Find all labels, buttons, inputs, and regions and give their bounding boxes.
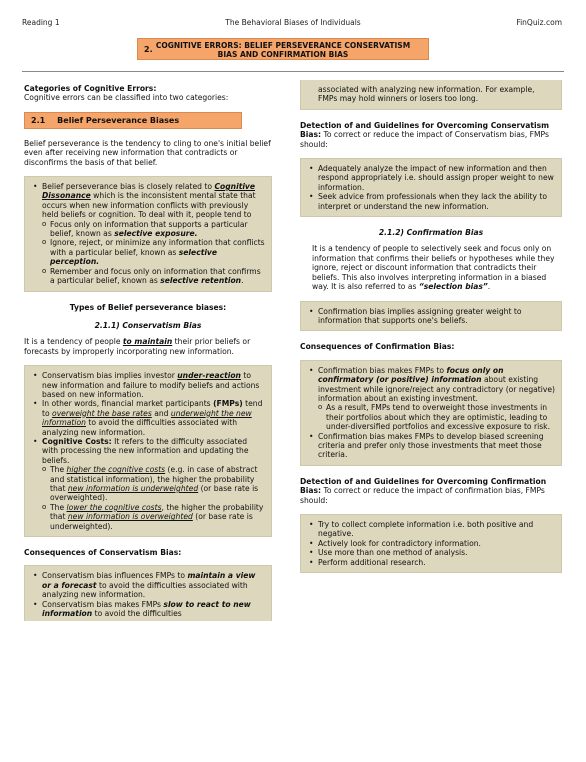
belief-perseverance-definition: Belief perseverance is the tendency to cling to one's initial belief even after receiving new information that contradicts or disconfirms the basis of that belief. [24, 138, 271, 167]
subsection-belief-perseverance [24, 112, 242, 129]
left-column [24, 76, 272, 632]
categories-text: Cognitive errors can be classified into two categories: [24, 93, 229, 103]
confirmation-guidelines-box [300, 514, 562, 573]
conservatism-detection-heading: Detection of and Guidelines for Overcoming Conservatism Bias: [300, 120, 550, 140]
subsection-title: Belief Perseverance Biases [57, 115, 180, 125]
header-divider [22, 71, 564, 72]
list-item: o Focus only on information that supports a particular belief, known as selective exposure. [42, 220, 265, 239]
list-item: o Remember and focus only on information that confirms a particular belief, known as selective retention. [42, 267, 265, 286]
section-banner [137, 38, 429, 60]
confirmation-detection-block [300, 477, 562, 505]
list-item: • Adequately analyze the impact of new information and then respond appropriately i.e. should assign proper weight to new information. [309, 164, 555, 192]
list-item: • Confirmation bias makes FMPs to focus only on confirmatory (or positive) information about existing investment while ignore/reject any contradictory (or negative) information about an existing investment. o As a result, FMPs tend to overweight those investments in their portfolios about which they are optimistic, leading to under-diversified portfolios and excessive exposure to risk. [309, 366, 555, 432]
right-column [300, 80, 562, 584]
list-item: • Seek advice from professionals when they lack the ability to interpret or understand the new information. [309, 192, 555, 211]
conservatism-detection-text: To correct or reduce the impact of Conservatism bias, FMPs should: [300, 130, 549, 149]
list-item: • Actively look for contradictory information. [309, 539, 555, 548]
conservatism-detection-block [300, 121, 562, 149]
belief-perseverance-box [24, 176, 272, 291]
list-item: • Try to collect complete information i.e. both positive and negative. [309, 520, 555, 539]
conservatism-consequences-heading: Consequences of Conservatism Bias: [24, 548, 182, 558]
confirmation-title: 2.1.2) Confirmation Bias [378, 228, 484, 238]
conservatism-box [24, 365, 272, 537]
section-number: 2. [144, 45, 153, 54]
types-heading: Types of Belief perseverance biases: [69, 302, 227, 312]
conservatism-consequences-box-continued: associated with analyzing new information. For example, FMPs may hold winners or losers too long. [300, 80, 562, 110]
list-item: o Ignore, reject, or minimize any information that conflicts with a particular belief, known as selective perception. [42, 238, 265, 266]
list-item: • In other words, financial market participants (FMPs) tend to overweight the base rates and underweight the new information to avoid the difficulties associated with analyzing new information. [33, 399, 265, 437]
conservatism-guidelines-box [300, 158, 562, 217]
categories-heading: Categories of Cognitive Errors: [24, 84, 157, 93]
conservatism-definition: It is a tendency of people to maintain their prior beliefs or forecasts by improperly incorporating new information. [24, 337, 251, 356]
confirmation-definition: It is a tendency of people to selectively seek and focus only on information that confirms their beliefs or hypotheses while they ignore, reject or discount information that contradicts their beliefs. This also involves interpreting information in a biased way. It is also referred to as “selection bias”. [312, 244, 555, 292]
confirmation-consequences-heading: Consequences of Confirmation Bias: [300, 342, 455, 352]
list-item: o The higher the cognitive costs (e.g. in case of abstract and statistical information), the higher the probability that new information is underweighted (or base rate is overweighted). [42, 465, 265, 503]
section-title-line2: BIAS AND CONFIRMATION BIAS [217, 50, 349, 59]
confirmation-detection-heading: Detection of and Guidelines for Overcoming Confirmation Bias: [300, 476, 547, 496]
list-item: o The lower the cognitive costs, the higher the probability that new information is overweighted (or base rate is underweighted). [42, 503, 265, 531]
header-site: FinQuiz.com [516, 18, 562, 27]
conservatism-consequences-box [24, 565, 272, 621]
list-item: • Perform additional research. [309, 558, 555, 567]
list-item: • Conservatism bias influences FMPs to maintain a view or a forecast to avoid the difficulties associated with analyzing new information. [33, 571, 265, 599]
list-item: • Conservatism bias implies investor under-reaction to new information and failure to modify beliefs and actions based on new information. [33, 371, 265, 399]
confirmation-detection-text: To correct or reduce the impact of confirmation bias, FMPs should: [300, 486, 545, 505]
list-item: • Belief perseverance bias is closely related to Cognitive Dissonance which is the inconsistent mental state that occurs when new information conflicts with previously held beliefs or cognition. To deal with it, people tend to o Focus only on information that supports a particular belief, known as selective exposure. o Ignore, reject, or minimize any information that conflicts with a particular belief, known as selective perception. o Remember and focus only on information that confirms a particular belief, known as selective retention. [33, 182, 265, 285]
confirmation-box [300, 301, 562, 332]
list-item: • Confirmation bias implies assigning greater weight to information that supports one's beliefs. [309, 307, 555, 326]
list-item: o As a result, FMPs tend to overweight those investments in their portfolios about which they are optimistic, leading to under-diversified portfolios and excessive exposure to risk. [318, 403, 555, 431]
list-item: • Cognitive Costs: It refers to the difficulty associated with processing the new information and updating the beliefs. o The higher the cognitive costs (e.g. in case of abstract and statistical information), the higher the probability that new information is underweighted (or base rate is overweighted). o The lower the cognitive costs, the higher the probability that new information is overweighted (or base rate is underweighted). [33, 437, 265, 531]
subsection-number: 2.1 [31, 115, 46, 125]
section-title-line1: COGNITIVE ERRORS: BELIEF PERSEVERANCE CONSERVATISM [155, 41, 411, 50]
header-title: The Behavioral Biases of Individuals [225, 18, 361, 27]
list-item: • Use more than one method of analysis. [309, 548, 555, 557]
header-reading: Reading 1 [22, 18, 60, 27]
list-item: • Conservatism bias makes FMPs slow to react to new information to avoid the difficulties [33, 600, 265, 619]
confirmation-consequences-box [300, 360, 562, 466]
conservatism-title: 2.1.1) Conservatism Bias [94, 320, 202, 330]
list-item: • Confirmation bias makes FMPs to develop biased screening criteria and prefer only those investments that meet those criteria. [309, 432, 555, 460]
